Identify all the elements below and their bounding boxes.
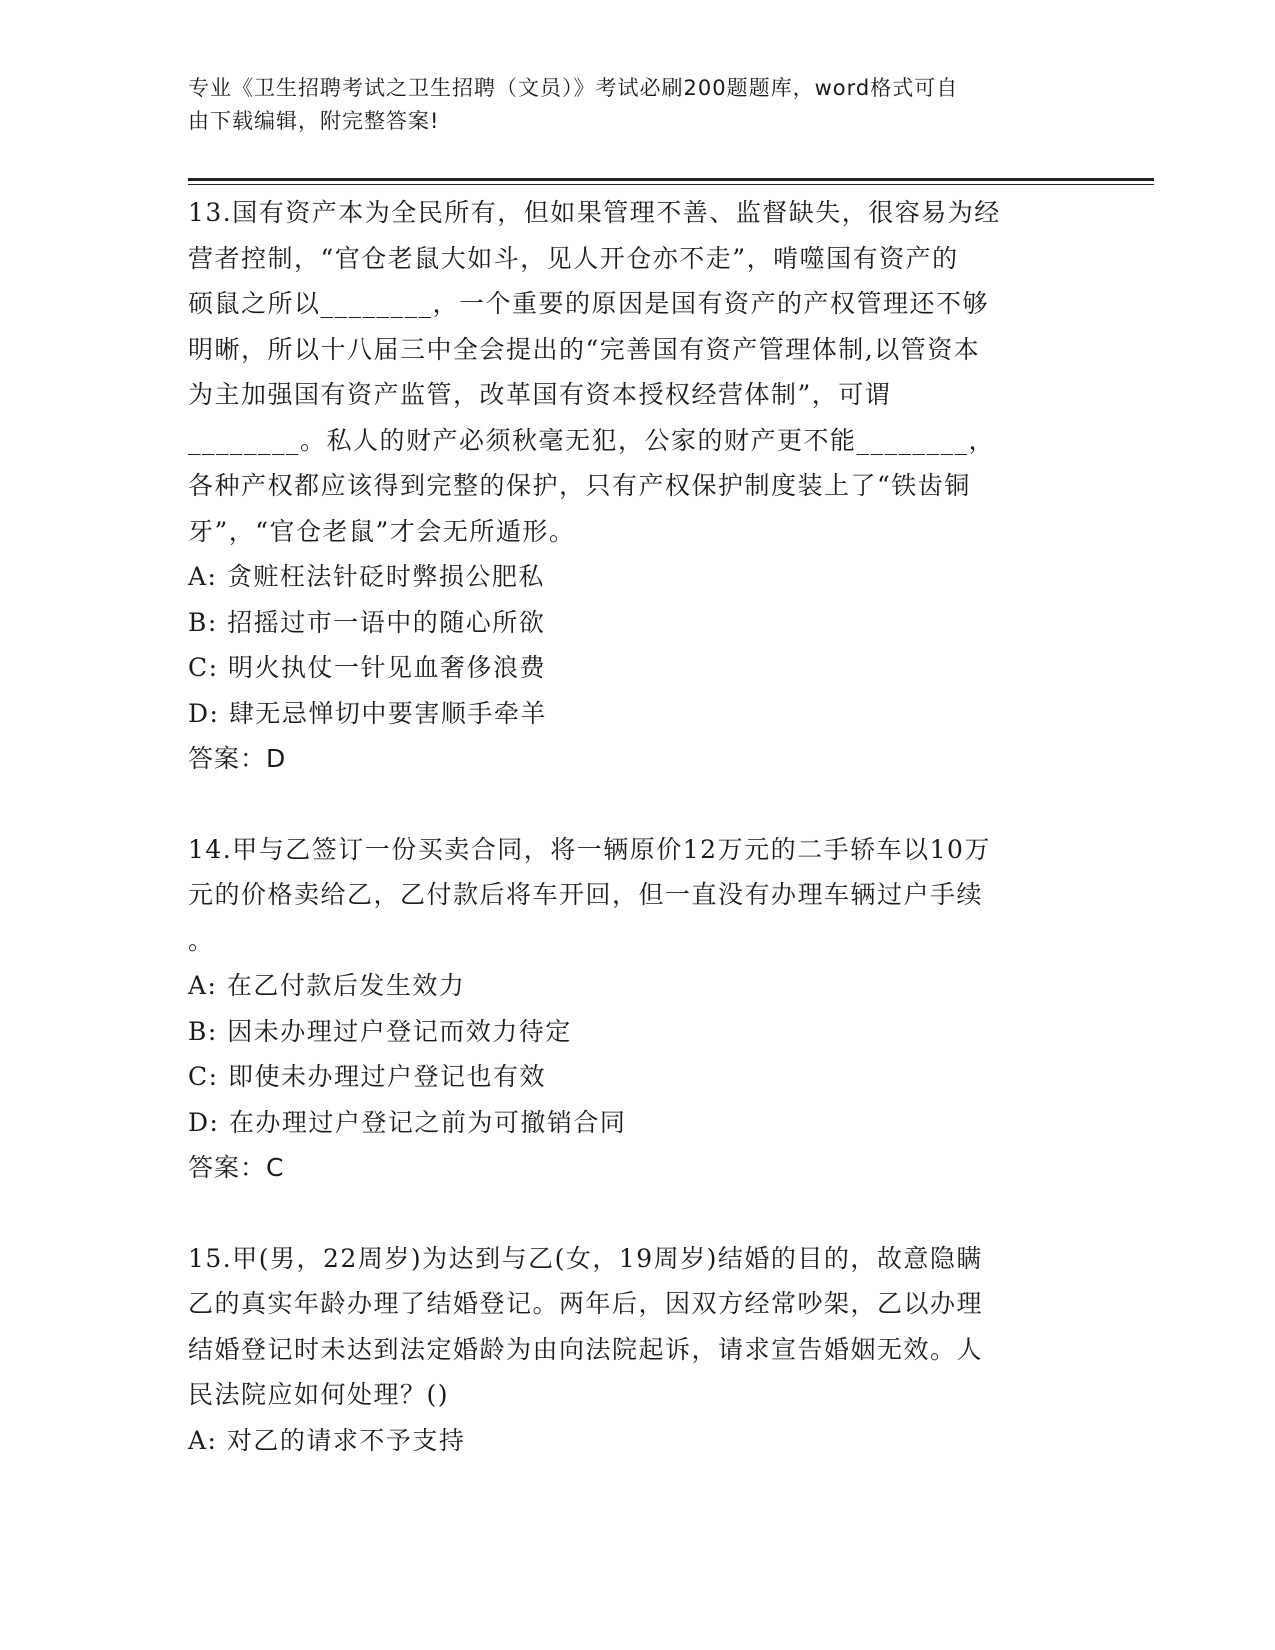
option-b: B: 因未办理过户登记而效力待定 — [188, 1016, 572, 1046]
answer-label: 答案：C — [188, 1153, 285, 1182]
question-13-line: 13.国有资产本为全民所有，但如果管理不善、监督缺失，很容易为经 — [188, 198, 1001, 227]
question-13-line: ________。私人的财产必须秋毫无犯，公家的财产更不能________， — [188, 425, 996, 455]
question-15-line: 15.甲(男，22周岁)为达到与乙(女，19周岁)结婚的目的，故意隐瞒 — [188, 1243, 983, 1273]
option-c: C: 明火执仗一针见血奢侈浪费 — [188, 653, 546, 682]
question-13 — [188, 190, 1088, 782]
question-15-line: 乙的真实年龄办理了结婚登记。两年后，因双方经常吵架，乙以办理 — [188, 1289, 984, 1318]
option-c: C: 即使未办理过户登记也有效 — [188, 1062, 546, 1091]
question-14-line: 。 — [188, 925, 215, 955]
question-13-line: 牙”，“官仓老鼠”才会无所遁形。 — [188, 516, 576, 546]
answer-label: 答案：D — [188, 744, 287, 773]
question-spacer — [188, 1191, 1088, 1236]
question-13-line: 硕鼠之所以________，一个重要的原因是国有资产的产权管理还不够 — [188, 289, 990, 318]
header-line-2: 由下载编辑，附完整答案! — [188, 109, 440, 133]
question-13-line: 营者控制，“官仓老鼠大如斗，见人开仓亦不走”，啃噬国有资产的 — [188, 243, 959, 273]
question-13-line: 为主加强国有资产监管，改革国有资本授权经营体制”，可谓 — [188, 380, 892, 409]
question-15-line: 结婚登记时未达到法定婚龄为由向法院起诉，请求宣告婚姻无效。人 — [188, 1334, 984, 1364]
header-rule-thin — [188, 184, 1154, 185]
header-line-1: 专业《卫生招聘考试之卫生招聘（文员）》考试必刷200题题库，word格式可自 — [188, 76, 959, 100]
question-15 — [188, 1236, 1088, 1464]
question-15-line: 民法院应如何处理？() — [188, 1380, 450, 1409]
question-13-line: 各种产权都应该得到完整的保护，只有产权保护制度装上了“铁齿铜 — [188, 471, 971, 500]
question-14-line: 14.甲与乙签订一份买卖合同，将一辆原价12万元的二手轿车以10万 — [188, 834, 991, 864]
question-spacer — [188, 782, 1088, 827]
option-a: A: 在乙付款后发生效力 — [188, 971, 466, 1000]
option-a: A: 贪赃枉法针砭时弊损公肥私 — [188, 562, 545, 591]
option-d: D: 在办理过户登记之前为可撤销合同 — [188, 1107, 627, 1137]
option-a: A: 对乙的请求不予支持 — [188, 1425, 466, 1455]
question-13-line: 明晰，所以十八届三中全会提出的“完善国有资产管理体制,以管资本 — [188, 334, 981, 364]
option-b: B: 招摇过市一语中的随心所欲 — [188, 607, 546, 637]
question-14 — [188, 827, 1088, 1191]
document-header — [188, 72, 1068, 138]
question-14-line: 元的价格卖给乙，乙付款后将车开回，但一直没有办理车辆过户手续 — [188, 880, 984, 909]
question-list — [188, 190, 1088, 1463]
option-d: D: 肆无忌惮切中要害顺手牵羊 — [188, 698, 547, 728]
header-rule-thick — [188, 178, 1154, 181]
